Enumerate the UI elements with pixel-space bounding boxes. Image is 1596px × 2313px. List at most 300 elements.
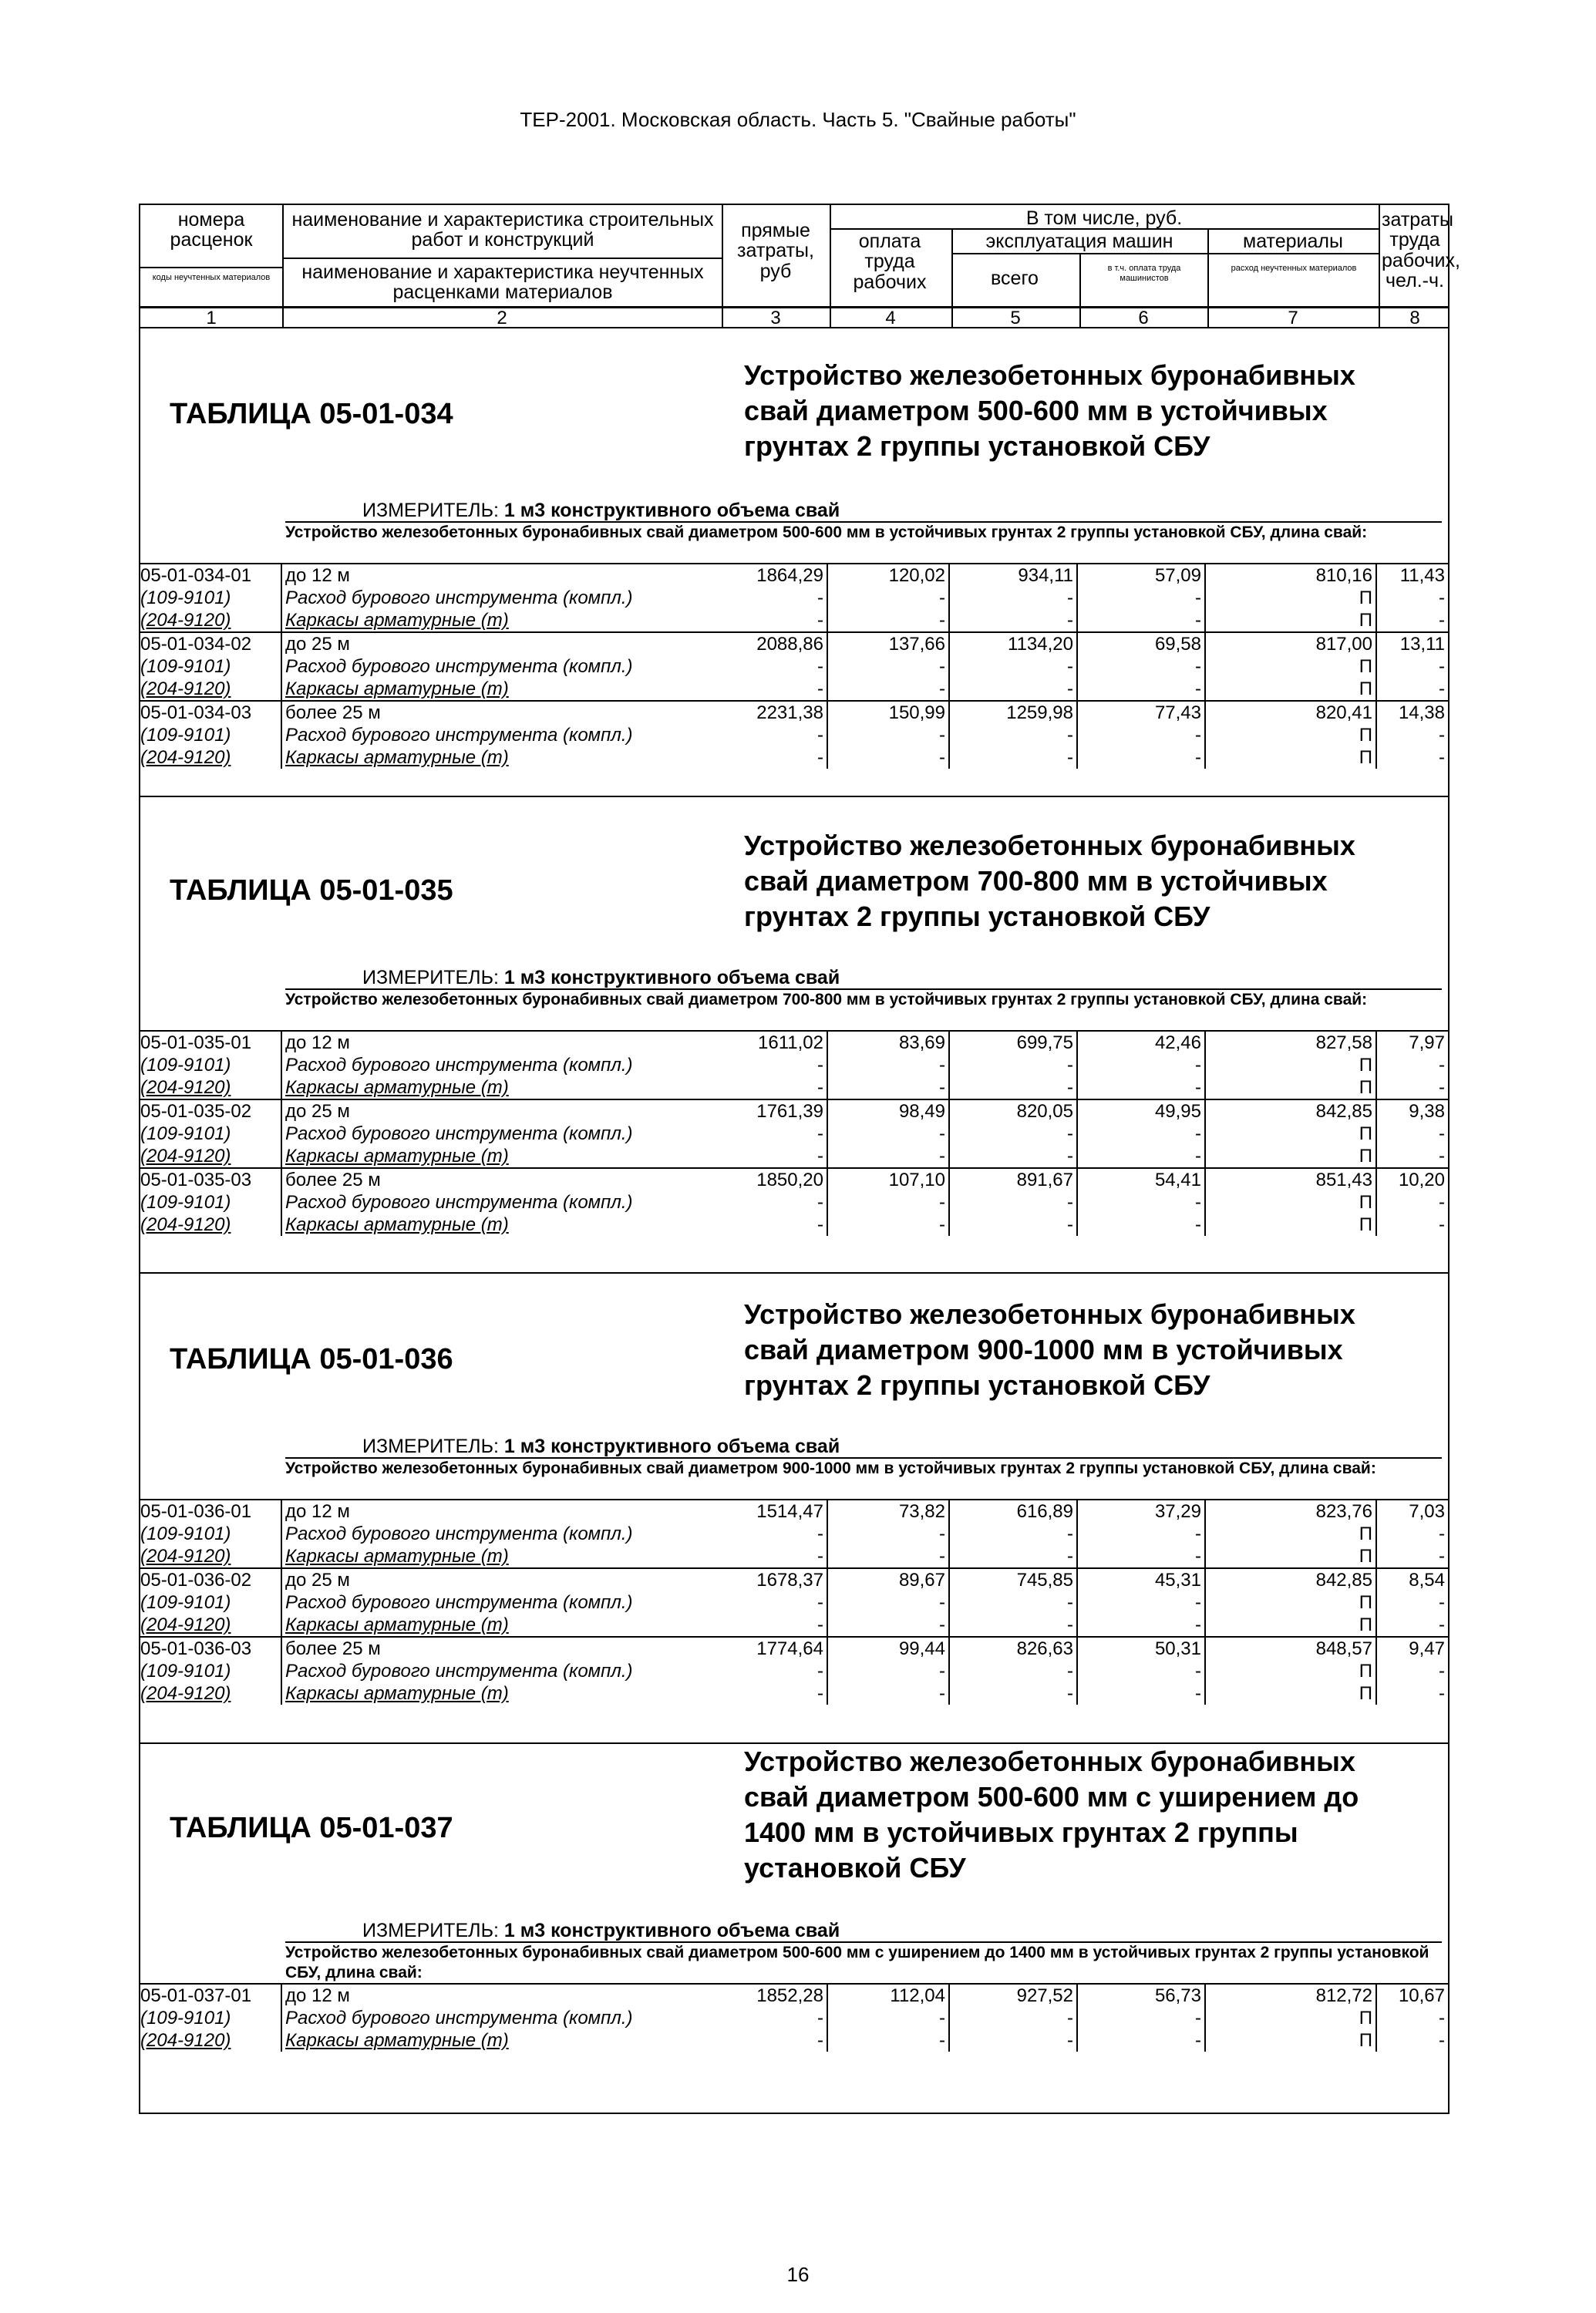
value-cell-c3: - xyxy=(720,2007,828,2029)
value-cell-c3: - xyxy=(720,1660,828,1682)
value-cell-c7: П xyxy=(1206,724,1377,746)
value-cell-c5: - xyxy=(950,724,1078,746)
value-cell-c8: - xyxy=(1377,1191,1450,1214)
value-cell-c8: - xyxy=(1377,609,1450,631)
value-cell-c6: - xyxy=(1078,1214,1206,1236)
value-cell-c4: - xyxy=(828,2007,950,2029)
rate-code: 05-01-036-03 xyxy=(140,1638,252,1659)
value-cell-c6: - xyxy=(1078,1591,1206,1614)
value-cell-c3: - xyxy=(720,746,828,769)
value-cell-c3: 1761,39 xyxy=(720,1100,828,1123)
value-cell-c3: 2088,86 xyxy=(720,633,828,655)
value-cell-c8: - xyxy=(1377,1145,1450,1167)
table-name: ТАБЛИЦА 05-01-037 xyxy=(170,1812,453,1844)
table-name: ТАБЛИЦА 05-01-036 xyxy=(170,1343,453,1375)
value-cell-c7: П xyxy=(1206,1123,1377,1145)
value-cell-c4: 112,04 xyxy=(828,1985,950,2007)
value-cell-c7: П xyxy=(1206,2029,1377,2052)
value-cell-c5: - xyxy=(950,1214,1078,1236)
value-cell-c6: - xyxy=(1078,1054,1206,1076)
rate-code: 05-01-037-01 xyxy=(140,1985,252,2006)
col-number-2: 2 xyxy=(497,308,507,328)
value-cell-c4: - xyxy=(828,724,950,746)
value-cell-c6: 56,73 xyxy=(1078,1985,1206,2007)
value-cell-c6: - xyxy=(1078,1660,1206,1682)
value-cell-c3: - xyxy=(720,1076,828,1099)
section-subheading: Устройство железобетонных буронабивных свай диаметром 500-600 мм с уширением до 1400 мм в устойчивых грунтах 2 группы установкой СБУ, длина свай: xyxy=(285,1941,1442,1983)
rate-code: (204-9120) xyxy=(140,610,231,631)
value-cell-c4: 150,99 xyxy=(828,702,950,724)
col-number-7: 7 xyxy=(1288,308,1298,328)
rate-code: (109-9101) xyxy=(140,1192,231,1213)
meter-value: 1 м3 конструктивного объема свай xyxy=(503,1920,840,1941)
section-subheading: Устройство железобетонных буронабивных свай диаметром 700-800 мм в устойчивых грунтах 2 группы установкой СБУ, длина свай: xyxy=(285,988,1442,1010)
value-cell-c7: 810,16 xyxy=(1206,564,1377,587)
col-number-8: 8 xyxy=(1409,308,1420,328)
value-cell-c5: - xyxy=(950,609,1078,631)
rate-code: 05-01-036-02 xyxy=(140,1570,252,1591)
value-cell-c8: - xyxy=(1377,1054,1450,1076)
value-cell-c3: 1514,47 xyxy=(720,1500,828,1523)
work-name: Расход бурового инструмента (компл.) xyxy=(285,1592,633,1613)
meter-line xyxy=(362,1920,840,1942)
value-cell-c4: 120,02 xyxy=(828,564,950,587)
value-cell-c6: 57,09 xyxy=(1078,564,1206,587)
work-name: Расход бурового инструмента (компл.) xyxy=(285,656,633,677)
table-block-037 xyxy=(139,1744,1450,2114)
col-number-5: 5 xyxy=(1010,308,1021,328)
value-cell-c7: П xyxy=(1206,1191,1377,1214)
value-cell-c4: - xyxy=(828,1591,950,1614)
rate-code: 05-01-034-01 xyxy=(140,565,252,586)
work-name: более 25 м xyxy=(285,1170,381,1190)
table-row xyxy=(139,1099,1450,1123)
value-cell-c4: - xyxy=(828,2029,950,2052)
value-cell-c3: 1774,64 xyxy=(720,1638,828,1660)
work-name: Каркасы арматурные (т) xyxy=(285,610,509,631)
table-rows xyxy=(139,1030,1450,1236)
value-cell-c6: - xyxy=(1078,678,1206,700)
value-cell-c8: - xyxy=(1377,655,1450,678)
value-cell-c6: - xyxy=(1078,1682,1206,1705)
table-row xyxy=(139,1591,1450,1614)
value-cell-c6: - xyxy=(1078,655,1206,678)
value-cell-c5: 820,05 xyxy=(950,1100,1078,1123)
value-cell-c4: 73,82 xyxy=(828,1500,950,1523)
machines-label: эксплуатация машин xyxy=(985,231,1173,252)
value-cell-c8: 8,54 xyxy=(1377,1569,1450,1591)
meter-label: ИЗМЕРИТЕЛЬ: xyxy=(362,967,499,988)
work-name: до 25 м xyxy=(285,1101,350,1122)
value-cell-c5: - xyxy=(950,1076,1078,1099)
value-cell-c3: - xyxy=(720,1145,828,1167)
table-block-035 xyxy=(139,797,1450,1274)
value-cell-c6: - xyxy=(1078,1545,1206,1567)
meter-line xyxy=(362,500,840,522)
value-cell-c6: - xyxy=(1078,1523,1206,1545)
value-cell-c8: - xyxy=(1377,678,1450,700)
table-row xyxy=(139,678,1450,700)
value-cell-c7: 812,72 xyxy=(1206,1985,1377,2007)
col-number-4: 4 xyxy=(885,308,896,328)
work-name: Каркасы арматурные (т) xyxy=(285,1077,509,1098)
table-row xyxy=(139,724,1450,746)
rate-code: 05-01-035-02 xyxy=(140,1101,252,1122)
value-cell-c7: П xyxy=(1206,587,1377,609)
table-title: Устройство железобетонных буронабивных свай диаметром 700-800 мм в устойчивых грунтах 2 группы установкой СБУ xyxy=(744,830,1355,932)
col-number-1: 1 xyxy=(206,308,217,328)
table-rows xyxy=(139,563,1450,769)
value-cell-c4: - xyxy=(828,609,950,631)
value-cell-c7: 842,85 xyxy=(1206,1100,1377,1123)
value-cell-c3: - xyxy=(720,587,828,609)
value-cell-c8: - xyxy=(1377,1123,1450,1145)
table-row xyxy=(139,1167,1450,1191)
col-number-6: 6 xyxy=(1138,308,1149,328)
value-cell-c4: - xyxy=(828,1545,950,1567)
rate-code: (204-9120) xyxy=(140,1614,231,1635)
value-cell-c6: - xyxy=(1078,724,1206,746)
value-cell-c7: П xyxy=(1206,609,1377,631)
work-name: Каркасы арматурные (т) xyxy=(285,1683,509,1704)
value-cell-c8: 13,11 xyxy=(1377,633,1450,655)
value-cell-c3: - xyxy=(720,1191,828,1214)
value-cell-c7: П xyxy=(1206,1660,1377,1682)
rate-code: (109-9101) xyxy=(140,1123,231,1144)
table-row xyxy=(139,1567,1450,1591)
value-cell-c8: 7,97 xyxy=(1377,1032,1450,1054)
value-cell-c5: 927,52 xyxy=(950,1985,1078,2007)
value-cell-c7: 842,85 xyxy=(1206,1569,1377,1591)
value-cell-c7: П xyxy=(1206,1523,1377,1545)
rate-code: 05-01-035-01 xyxy=(140,1032,252,1053)
value-cell-c4: - xyxy=(828,1214,950,1236)
rate-code: (204-9120) xyxy=(140,678,231,699)
col8-label: затраты труда рабочих, чел.-ч. xyxy=(1382,209,1460,291)
table-name: ТАБЛИЦА 05-01-035 xyxy=(170,874,453,907)
value-cell-c8: - xyxy=(1377,2029,1450,2052)
work-name: Каркасы арматурные (т) xyxy=(285,678,509,699)
value-cell-c4: - xyxy=(828,1145,950,1167)
value-cell-c4: - xyxy=(828,1191,950,1214)
rate-code: (204-9120) xyxy=(140,747,231,768)
value-cell-c7: П xyxy=(1206,746,1377,769)
value-cell-c4: - xyxy=(828,1682,950,1705)
value-cell-c3: - xyxy=(720,1123,828,1145)
table-title: Устройство железобетонных буронабивных свай диаметром 500-600 мм с уширением до 1400 мм в устойчивых грунтах 2 группы установкой СБУ xyxy=(744,1746,1359,1884)
rate-code: (204-9120) xyxy=(140,1077,231,1098)
rate-code: (109-9101) xyxy=(140,725,231,746)
rate-code: 05-01-034-03 xyxy=(140,702,252,723)
rate-code: (109-9101) xyxy=(140,656,231,677)
value-cell-c8: - xyxy=(1377,587,1450,609)
value-cell-c5: - xyxy=(950,2029,1078,2052)
value-cell-c4: - xyxy=(828,1523,950,1545)
table-row xyxy=(139,700,1450,724)
meter-label: ИЗМЕРИТЕЛЬ: xyxy=(362,1920,499,1941)
page-header: ТЕР-2001. Московская область. Часть 5. "Свайные работы" xyxy=(520,108,1076,131)
value-cell-c3: 1850,20 xyxy=(720,1169,828,1191)
value-cell-c8: 11,43 xyxy=(1377,564,1450,587)
value-cell-c8: 14,38 xyxy=(1377,702,1450,724)
value-cell-c5: - xyxy=(950,1660,1078,1682)
value-cell-c6: 54,41 xyxy=(1078,1169,1206,1191)
value-cell-c7: 851,43 xyxy=(1206,1169,1377,1191)
value-cell-c3: - xyxy=(720,1523,828,1545)
value-cell-c8: - xyxy=(1377,1523,1450,1545)
col6-label: в т.ч. оплата труда машинистов xyxy=(1107,264,1181,283)
value-cell-c7: П xyxy=(1206,678,1377,700)
table-column-header xyxy=(139,204,1460,308)
work-name: Расход бурового инструмента (компл.) xyxy=(285,1523,633,1544)
work-name: Каркасы арматурные (т) xyxy=(285,2030,509,2051)
work-name: Расход бурового инструмента (компл.) xyxy=(285,1055,633,1076)
work-name: Расход бурового инструмента (компл.) xyxy=(285,588,633,608)
rate-code: 05-01-035-03 xyxy=(140,1170,252,1190)
value-cell-c8: 7,03 xyxy=(1377,1500,1450,1523)
meter-value: 1 м3 конструктивного объема свай xyxy=(503,967,840,988)
value-cell-c7: П xyxy=(1206,1076,1377,1099)
value-cell-c7: П xyxy=(1206,655,1377,678)
table-row xyxy=(139,1983,1450,2007)
value-cell-c7: П xyxy=(1206,1145,1377,1167)
table-title: Устройство железобетонных буронабивных свай диаметром 900-1000 мм в устойчивых грунтах 2 группы установкой СБУ xyxy=(744,1298,1355,1401)
value-cell-c5: - xyxy=(950,1614,1078,1636)
value-cell-c5: - xyxy=(950,746,1078,769)
rate-code: 05-01-036-01 xyxy=(140,1501,252,1522)
work-name: до 12 м xyxy=(285,1501,350,1522)
value-cell-c5: - xyxy=(950,587,1078,609)
table-rows xyxy=(139,1983,1450,2052)
value-cell-c3: 1678,37 xyxy=(720,1569,828,1591)
rate-code: (204-9120) xyxy=(140,1546,231,1567)
work-name: до 12 м xyxy=(285,1032,350,1053)
value-cell-c4: - xyxy=(828,655,950,678)
rate-code: (109-9101) xyxy=(140,1523,231,1544)
value-cell-c5: 1259,98 xyxy=(950,702,1078,724)
value-cell-c8: - xyxy=(1377,1214,1450,1236)
value-cell-c6: - xyxy=(1078,2029,1206,2052)
col2-top-label: наименование и характеристика строительных работ и конструкций xyxy=(291,209,714,251)
table-row xyxy=(139,1545,1450,1567)
value-cell-c6: - xyxy=(1078,1191,1206,1214)
table-row xyxy=(139,1054,1450,1076)
meter-value: 1 м3 конструктивного объема свай xyxy=(503,500,840,521)
value-cell-c8: 10,67 xyxy=(1377,1985,1450,2007)
table-row xyxy=(139,655,1450,678)
value-cell-c6: 77,43 xyxy=(1078,702,1206,724)
value-cell-c7: 827,58 xyxy=(1206,1032,1377,1054)
value-cell-c5: - xyxy=(950,1054,1078,1076)
rate-code: 05-01-034-02 xyxy=(140,634,252,655)
value-cell-c7: П xyxy=(1206,1054,1377,1076)
materials-label: материалы xyxy=(1243,231,1343,252)
value-cell-c6: 37,29 xyxy=(1078,1500,1206,1523)
table-row xyxy=(139,1523,1450,1545)
rate-code: (109-9101) xyxy=(140,1055,231,1076)
value-cell-c8: - xyxy=(1377,1076,1450,1099)
value-cell-c8: - xyxy=(1377,1682,1450,1705)
table-row xyxy=(139,746,1450,769)
table-row xyxy=(139,2007,1450,2029)
table-row xyxy=(139,1076,1450,1099)
table-row xyxy=(139,1030,1450,1054)
value-cell-c5: 934,11 xyxy=(950,564,1078,587)
table-name: ТАБЛИЦА 05-01-034 xyxy=(170,398,453,430)
value-cell-c3: - xyxy=(720,1214,828,1236)
table-block-034 xyxy=(139,328,1450,797)
table-row xyxy=(139,1145,1450,1167)
value-cell-c3: - xyxy=(720,1054,828,1076)
col1-top-label: номера расценок xyxy=(170,209,253,251)
value-cell-c3: 2231,38 xyxy=(720,702,828,724)
value-cell-c3: - xyxy=(720,678,828,700)
work-name: Расход бурового инструмента (компл.) xyxy=(285,1661,633,1682)
value-cell-c3: 1611,02 xyxy=(720,1032,828,1054)
value-cell-c4: 83,69 xyxy=(828,1032,950,1054)
value-cell-c4: - xyxy=(828,587,950,609)
value-cell-c5: - xyxy=(950,655,1078,678)
rate-code: (109-9101) xyxy=(140,2008,231,2029)
value-cell-c5: 745,85 xyxy=(950,1569,1078,1591)
value-cell-c8: - xyxy=(1377,1545,1450,1567)
value-cell-c8: 9,38 xyxy=(1377,1100,1450,1123)
value-cell-c8: 9,47 xyxy=(1377,1638,1450,1660)
value-cell-c7: П xyxy=(1206,1214,1377,1236)
value-cell-c8: - xyxy=(1377,1614,1450,1636)
section-subheading: Устройство железобетонных буронабивных свай диаметром 900-1000 мм в устойчивых грунтах 2 группы установкой СБУ, длина свай: xyxy=(285,1457,1442,1479)
work-name: до 12 м xyxy=(285,1985,350,2006)
work-name: Расход бурового инструмента (компл.) xyxy=(285,1123,633,1144)
value-cell-c5: - xyxy=(950,1682,1078,1705)
col1-bottom-label: коды неучтенных материалов xyxy=(152,273,271,282)
value-cell-c8: - xyxy=(1377,1591,1450,1614)
table-row xyxy=(139,1636,1450,1660)
table-row xyxy=(139,563,1450,587)
col-number-3: 3 xyxy=(770,308,781,328)
value-cell-c5: - xyxy=(950,1591,1078,1614)
value-cell-c7: П xyxy=(1206,2007,1377,2029)
value-cell-c4: 107,10 xyxy=(828,1169,950,1191)
value-cell-c6: 50,31 xyxy=(1078,1638,1206,1660)
value-cell-c5: - xyxy=(950,1523,1078,1545)
table-row xyxy=(139,1614,1450,1636)
page-number: 16 xyxy=(786,2263,810,2286)
value-cell-c8: - xyxy=(1377,2007,1450,2029)
table-row xyxy=(139,1191,1450,1214)
table-row xyxy=(139,1499,1450,1523)
value-cell-c7: 817,00 xyxy=(1206,633,1377,655)
value-cell-c8: 10,20 xyxy=(1377,1169,1450,1191)
value-cell-c5: 616,89 xyxy=(950,1500,1078,1523)
rate-code: (109-9101) xyxy=(140,588,231,608)
value-cell-c5: - xyxy=(950,1145,1078,1167)
value-cell-c4: 98,49 xyxy=(828,1100,950,1123)
table-row xyxy=(139,1660,1450,1682)
table-rows xyxy=(139,1499,1450,1705)
col4-label: оплата труда рабочих xyxy=(853,231,927,293)
table-title: Устройство железобетонных буронабивных свай диаметром 500-600 мм в устойчивых грунтах 2 группы установкой СБУ xyxy=(744,359,1355,462)
value-cell-c4: - xyxy=(828,1660,950,1682)
value-cell-c3: - xyxy=(720,1545,828,1567)
value-cell-c6: - xyxy=(1078,587,1206,609)
meter-label: ИЗМЕРИТЕЛЬ: xyxy=(362,500,499,521)
work-name: Каркасы арматурные (т) xyxy=(285,1546,509,1567)
work-name: Расход бурового инструмента (компл.) xyxy=(285,2008,633,2029)
meter-label: ИЗМЕРИТЕЛЬ: xyxy=(362,1436,499,1457)
value-cell-c3: - xyxy=(720,609,828,631)
work-name: до 12 м xyxy=(285,565,350,586)
value-cell-c7: 823,76 xyxy=(1206,1500,1377,1523)
value-cell-c4: - xyxy=(828,1054,950,1076)
value-cell-c3: - xyxy=(720,1591,828,1614)
value-cell-c6: - xyxy=(1078,1614,1206,1636)
value-cell-c6: - xyxy=(1078,1076,1206,1099)
value-cell-c4: - xyxy=(828,678,950,700)
value-cell-c5: 699,75 xyxy=(950,1032,1078,1054)
rate-code: (109-9101) xyxy=(140,1592,231,1613)
value-cell-c4: 89,67 xyxy=(828,1569,950,1591)
column-numbers-row xyxy=(139,307,1450,328)
value-cell-c3: - xyxy=(720,1682,828,1705)
col2-bottom-label: наименование и характеристика неучтенных расценками материалов xyxy=(301,261,704,304)
value-cell-c3: - xyxy=(720,2029,828,2052)
meter-value: 1 м3 конструктивного объема свай xyxy=(503,1436,840,1457)
value-cell-c7: П xyxy=(1206,1545,1377,1567)
value-cell-c5: - xyxy=(950,2007,1078,2029)
section-subheading: Устройство железобетонных буронабивных свай диаметром 500-600 мм в устойчивых грунтах 2 группы установкой СБУ, длина свай: xyxy=(285,521,1442,543)
value-cell-c7: 820,41 xyxy=(1206,702,1377,724)
work-name: Каркасы арматурные (т) xyxy=(285,747,509,768)
work-name: более 25 м xyxy=(285,702,381,723)
table-row xyxy=(139,631,1450,655)
value-cell-c6: - xyxy=(1078,1123,1206,1145)
table-row xyxy=(139,2029,1450,2052)
value-cell-c5: - xyxy=(950,1545,1078,1567)
meter-line xyxy=(362,967,840,989)
value-cell-c4: - xyxy=(828,1123,950,1145)
table-block-036 xyxy=(139,1274,1450,1744)
table-row xyxy=(139,587,1450,609)
value-cell-c6: 42,46 xyxy=(1078,1032,1206,1054)
value-cell-c4: - xyxy=(828,1076,950,1099)
meter-line xyxy=(362,1436,840,1458)
rate-code: (204-9120) xyxy=(140,1683,231,1704)
value-cell-c4: - xyxy=(828,1614,950,1636)
value-cell-c8: - xyxy=(1377,1660,1450,1682)
value-cell-c7: П xyxy=(1206,1591,1377,1614)
rate-code: (204-9120) xyxy=(140,1214,231,1235)
table-row xyxy=(139,609,1450,631)
table-row xyxy=(139,1214,1450,1236)
value-cell-c5: 1134,20 xyxy=(950,633,1078,655)
value-cell-c7: П xyxy=(1206,1682,1377,1705)
value-cell-c3: 1852,28 xyxy=(720,1985,828,2007)
work-name: Каркасы арматурные (т) xyxy=(285,1214,509,1235)
rate-code: (109-9101) xyxy=(140,1661,231,1682)
value-cell-c5: 826,63 xyxy=(950,1638,1078,1660)
value-cell-c8: - xyxy=(1377,746,1450,769)
value-cell-c6: - xyxy=(1078,746,1206,769)
value-cell-c6: 45,31 xyxy=(1078,1569,1206,1591)
value-cell-c6: - xyxy=(1078,609,1206,631)
value-cell-c3: 1864,29 xyxy=(720,564,828,587)
table-row xyxy=(139,1682,1450,1705)
col3-label: прямые затраты, руб xyxy=(737,220,814,282)
value-cell-c6: 69,58 xyxy=(1078,633,1206,655)
value-cell-c4: - xyxy=(828,746,950,769)
rate-code: (204-9120) xyxy=(140,2030,231,2051)
